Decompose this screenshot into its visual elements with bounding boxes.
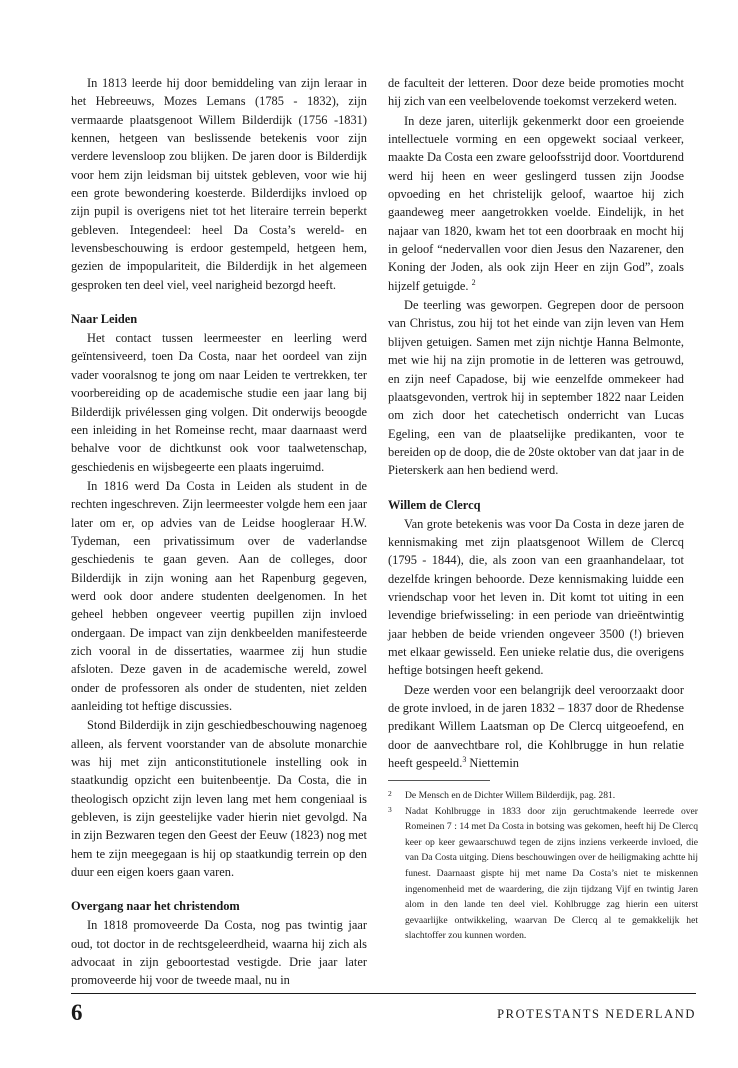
section-heading: Naar Leiden <box>71 312 138 327</box>
paragraph: In 1818 promoveerde Da Costa, nog pas twintig jaar oud, tot doctor in de rechtsgeleerdheid, waarna hij zich als advocaat in zijn geboortestad vestigde. Drie jaar later promoveerde hij voor de tweede maal, nu in <box>71 918 367 988</box>
footnote <box>388 804 698 944</box>
footnote-ref: 3 <box>462 754 467 764</box>
section-heading: Willem de Clercq <box>388 497 481 512</box>
paragraph-text: Deze werden voor een belangrijk deel veroorzaakt door de grote invloed, in de jaren 1832 – 1837 door de Rhedense predikant Willem Laatsman op De Clercq uitgeoefend, en door de aanvechtbare rol, die Kohlbrugge in hun relatie heeft gespeeld. <box>388 682 684 771</box>
paragraph: In 1813 leerde hij door bemiddeling van zijn leraar in het Hebreeuws, Mozes Lemans (1785 - 1832), zijn vermaarde plaatsgenoot Willem Bilderdijk (1756 -1831) kennen, hetgeen van beslissende betekenis voor zijn verdere levensloop zou blijken. De jaren door is Bilderdijk voor hem zijn leidsman bij uitstek gebleven, voor wie hij een grote bewondering koesterde. Bilderdijks invloed op zijn pupil is overigens niet tot het literaire terrein beperkt gebleven. Integendeel: heel Da Costa’s wereld- en levensbeschouwing is erdoor gestempeld, hetgeen hem, gezien de impopulariteit, die Bilderdijk in het algemeen gesproken ten deel viel, veel narigheid bezorgd heeft. <box>71 76 367 292</box>
paragraph-text-tail: Niettemin <box>466 756 519 771</box>
paragraph: Stond Bilderdijk in zijn geschiedbeschouwing nagenoeg alleen, als fervent voorstander van de absolute monarchie was hij met zijn anticonstitutionele instelling ook in staatkundig opzicht een buitenbeentje. Da Costa, die in theologisch opzicht zijn leven lang met hem congeniaal is gebleven, is zijn geestelijke vader hierin niet gevolgd. Na in zijn Bezwaren tegen den Geest der Eeuw (1823) nog met hem te zijn meegegaan is hij op staatkundig terrein op den duur een eigen koers gaan varen. <box>71 718 367 880</box>
paragraph-text: In deze jaren, uiterlijk gekenmerkt door een groeiende intellectuele vorming en een opgewekt sociaal verkeer, maakte Da Costa een zware geloofsstrijd door. Voortdurend werd hij heen en weer geslingerd tussen zijn Joodse opvoeding en het christelijk geloof, waartoe hij zich gaandeweg meer aangetrokken voelde. Eindelijk, in het najaar van 1820, kwam het tot een doorbraak en mocht hij in geloof “nedervallen voor dien Jesus den Nazarener, den Koning der Joden, als ook zijn Heer en zijn God”, zoals hijzelf getuigde. <box>388 113 684 293</box>
left-column <box>71 74 367 990</box>
paragraph-continued: de faculteit der letteren. Door deze beide promoties mocht hij zich van een veelbelovende toekomst verzekerd weten. <box>388 76 684 109</box>
paragraph <box>388 112 684 295</box>
running-head: PROTESTANTS NEDERLAND <box>497 1007 696 1021</box>
footnote-number: 2 <box>388 789 392 798</box>
footnote-text: De Mensch en de Dichter Willem Bilderdijk, pag. 281. <box>405 790 616 801</box>
right-column <box>388 74 684 772</box>
paragraph: In 1816 werd Da Costa in Leiden als student in de rechten ingeschreven. Zijn leermeester volgde hem een jaar later om er, op advies van de Leidse hoogleraar H.W. Tydeman, een privatissimum over de vaderlandse geschiedenis te gaan geven. Aan de colleges, door Bilderdijk in zijn woning aan het Rapenburg gegeven, werd ook door andere studenten deelgenomen. In het geheel hebben ongeveer veertig pupillen zijn invloed ondergaan. De impact van zijn denkbeelden manifesteerde zich vooral in de dissertaties, waarmee zij hun studie afsloten. Deze gaven in de academische wereld, zowel onder de professoren als onder de studenten, niet zelden aanleiding tot heftige discussies. <box>71 478 367 713</box>
footnote-ref: 2 <box>471 277 476 287</box>
section-heading: Overgang naar het christendom <box>71 899 240 914</box>
paragraph: Van grote betekenis was voor Da Costa in deze jaren de kennismaking met zijn plaatsgenoot Willem de Clercq (1795 - 1844), die, als zoon van een graanhandelaar, tot dezelfde kringen behoorde. Deze kennismaking luidde een vriendschap voor het leven in. Dit komt tot uiting in een levendige briefwisseling: in een periode van drieëntwintig jaar hebben de beide vrienden ongeveer 3500 (!) brieven met elkaar gewisseld. Een unieke relatie dus, die overigens heftige botsingen heeft gekend. <box>388 516 684 678</box>
footer-rule <box>71 993 696 994</box>
paragraph <box>388 681 684 773</box>
paragraph: Het contact tussen leermeester en leerling werd geïntensiveerd, toen Da Costa, naar het oordeel van zijn vader vooralsnog te jong om naar Leiden te vertrekken, ter voorbereiding op de academische studie een jaar lang bij Bilderdijk privélessen ging volgen. Dit onderwijs beoogde een inleiding in het Romeinse recht, maar daarnaast werd behalve voor de dichtkunst ook voor taalwetenschap, geschiedenis en wijsbegeerte een plaats ingeruimd. <box>71 331 367 474</box>
footnote-number: 3 <box>388 804 392 814</box>
footnote-divider <box>388 780 490 781</box>
page-number: 6 <box>71 1000 83 1025</box>
footnote-text: Nadat Kohlbrugge in 1833 door zijn geruchtmakende leerrede over Romeinen 7 : 14 met Da Costa in botsing was gekomen, heeft hij De Clercq keer op keer gewaarschuwd tegen de zijns inziens verkeerde invloed, die van Da Costa uitging. Diens beschouwingen over de heiligmaking achtte hij funest. Daarnaast gispte hij met name Da Costa’s niet te miskennen ingenomenheid met de waardering, die zijn tijdzang Vijf en twintig Jaren alom in den lande ten deel viel. Kohlbrugge zag hierin een uiterst gevaarlijke ontwikkeling, waarvan De Clercq al te gemakkelijk het slachtoffer zou kunnen worden. <box>405 805 698 942</box>
footnotes <box>388 788 698 944</box>
footnote <box>388 788 698 804</box>
paragraph: De teerling was geworpen. Gegrepen door de persoon van Christus, zou hij tot het einde van zijn leven van Hem blijven getuigen. Samen met zijn nichtje Hanna Belmonte, met wie hij na zijn promotie in de letteren was getrouwd, en zijn neef Capadose, bij wie eenzelfde ommekeer had plaatsgevonden, vertrok hij in september 1822 naar Leiden om zich door het catechetisch onderricht van Lucas Egeling, een van de plaatselijke predikanten, voor te bereiden op de doop, die de 20ste oktober van dat jaar in de Pieterskerk aan hen bediend werd. <box>388 298 684 478</box>
